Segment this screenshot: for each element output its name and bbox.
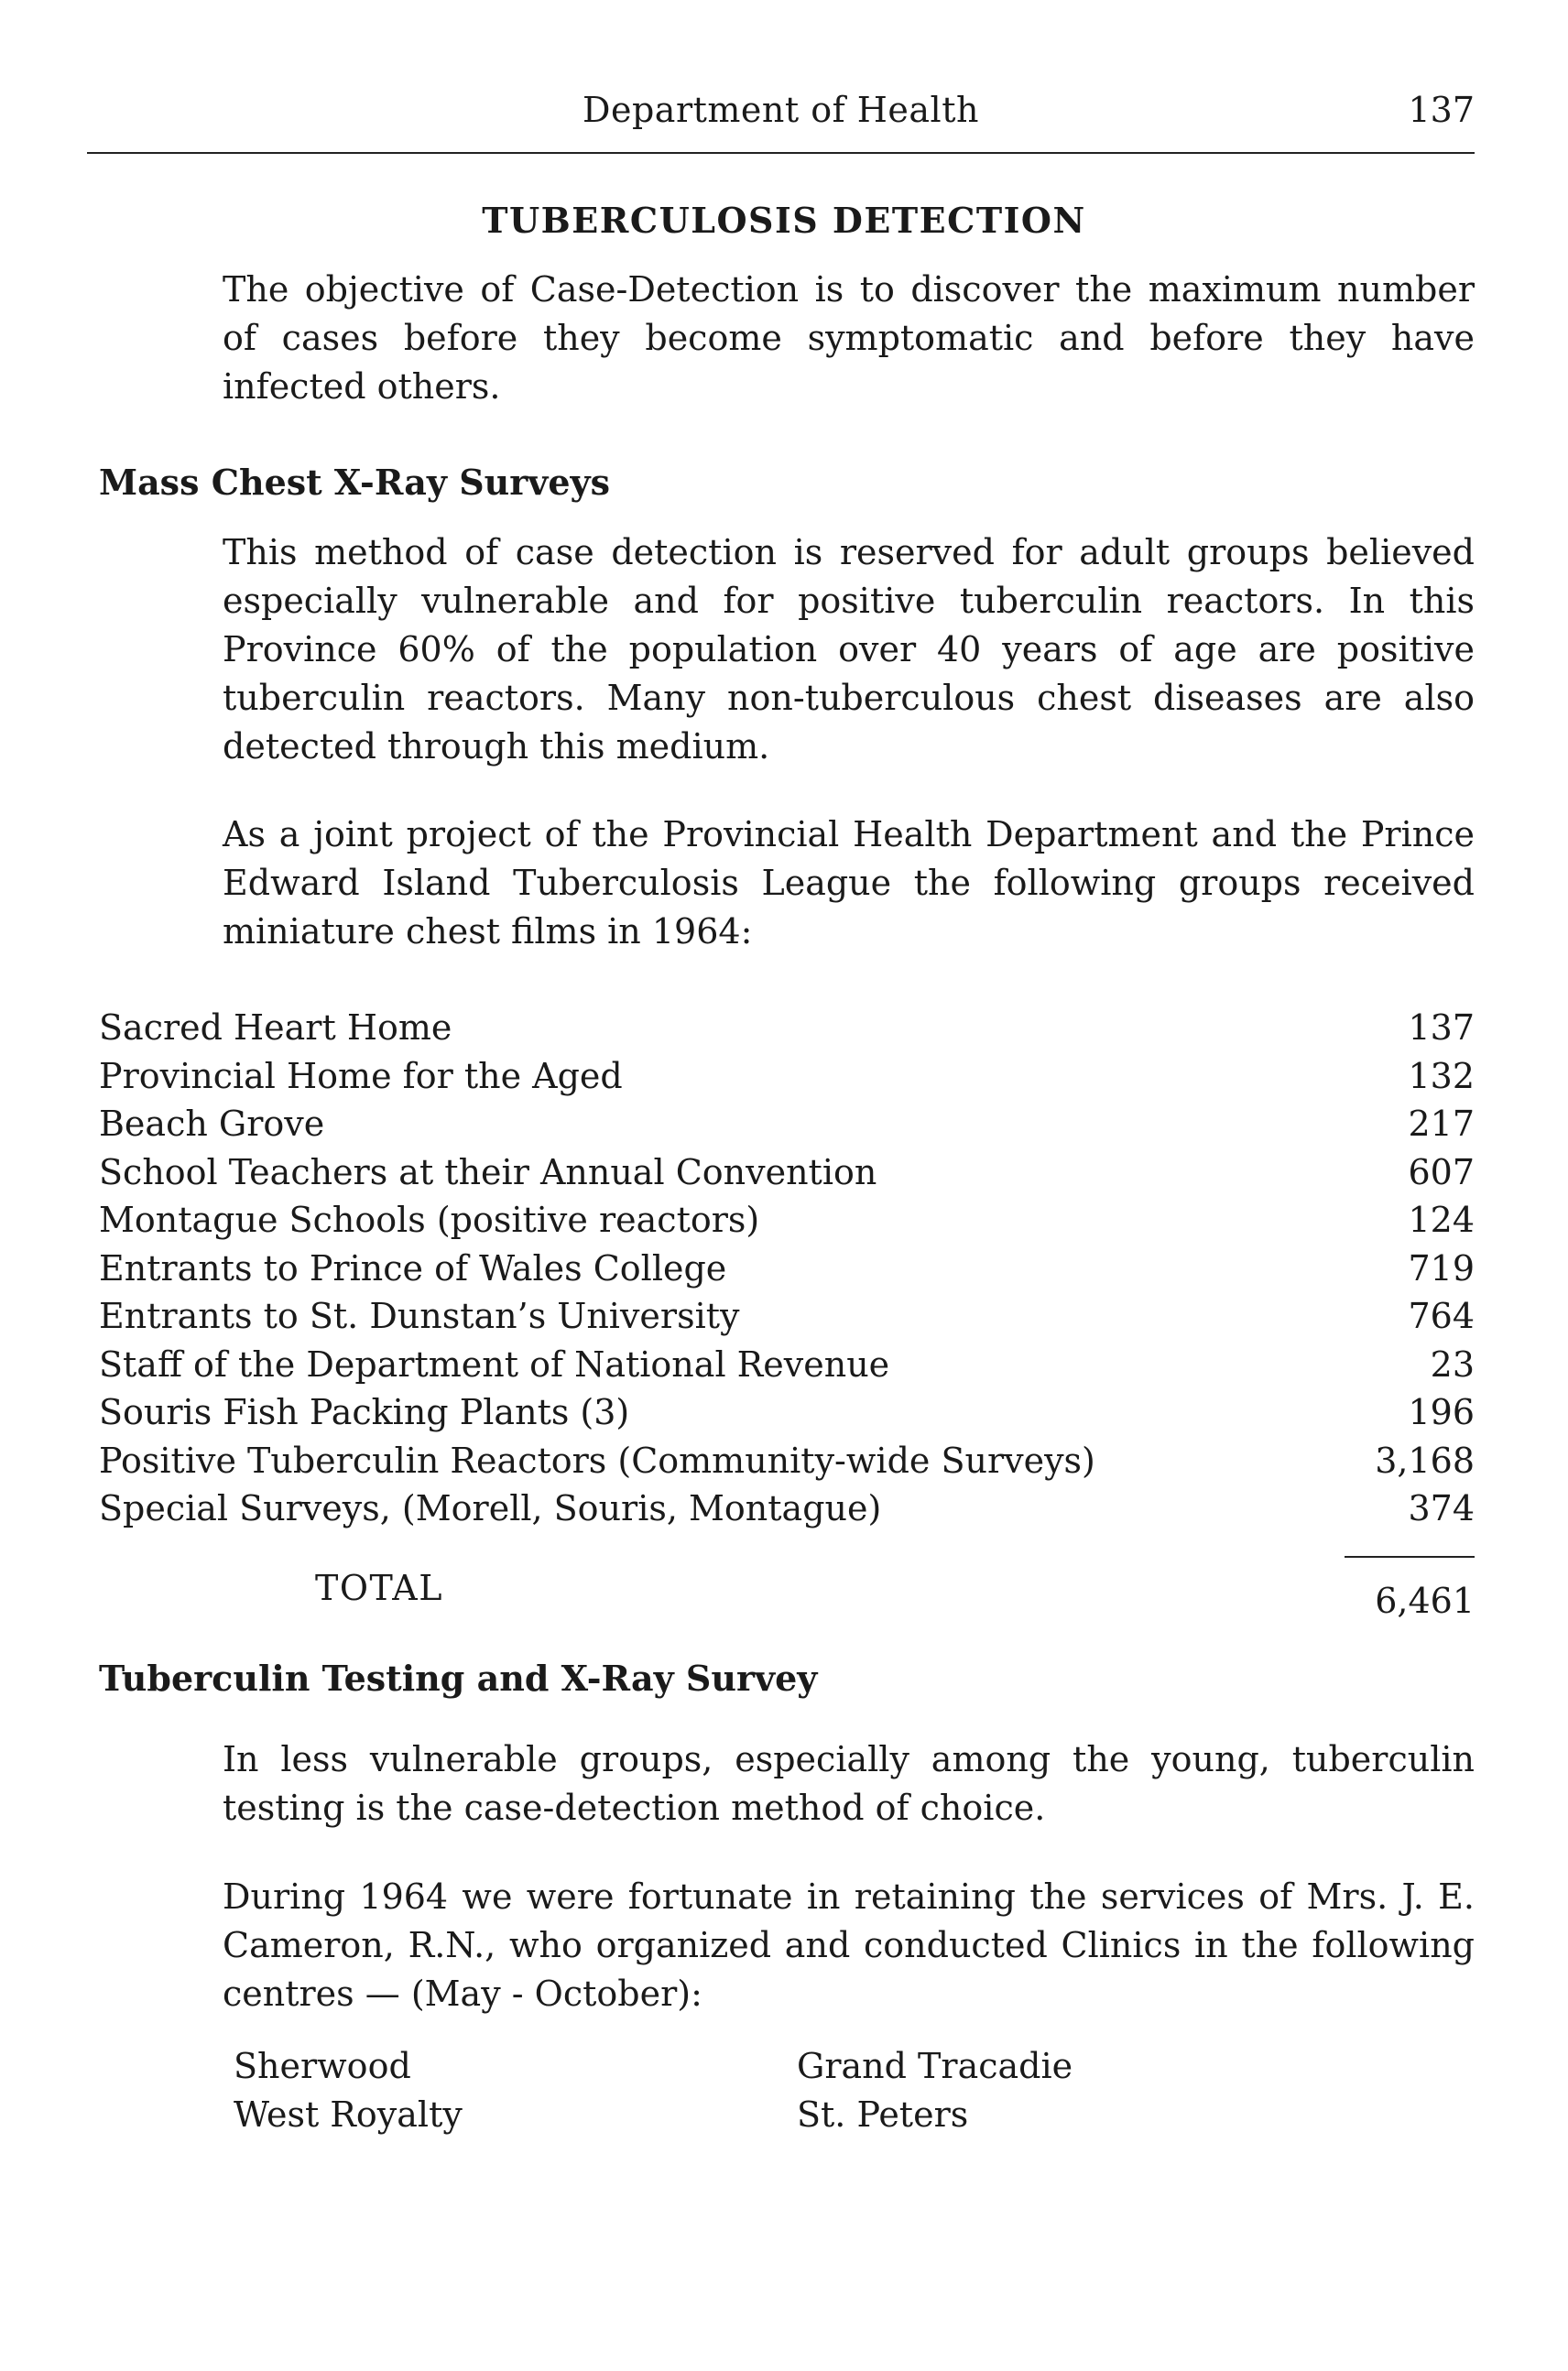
intro-paragraph	[99, 266, 1475, 411]
centre-name: Sherwood	[234, 2046, 411, 2086]
film-count: 124	[1408, 1200, 1475, 1240]
mass-xray-paragraph-1	[99, 528, 1475, 771]
film-count: 719	[1408, 1247, 1475, 1289]
tuberculin-text-2: During 1964 we were fortunate in retaining the services of Mrs. J. E. Cameron, R.N., who organized and conducted Clinics in the following centres — (May - October):	[223, 1876, 1475, 2014]
film-count: 764	[1408, 1296, 1475, 1336]
centre-name: Grand Tracadie	[797, 2046, 1073, 2086]
film-count: 196	[1408, 1392, 1475, 1432]
film-group: Provincial Home for the Aged	[99, 1055, 623, 1096]
page-title: TUBERCULOSIS DETECTION	[482, 200, 1086, 241]
mass-xray-paragraph-2	[99, 810, 1475, 956]
centre-name: St. Peters	[797, 2094, 969, 2135]
film-group: School Teachers at their Annual Convention	[99, 1151, 877, 1192]
film-row	[99, 1392, 1475, 1441]
film-group: Beach Grove	[99, 1104, 325, 1144]
total-value: 6,461	[1375, 1581, 1475, 1621]
film-group: Montague Schools (positive reactors)	[99, 1200, 760, 1240]
film-count: 217	[1408, 1104, 1475, 1144]
film-row	[99, 1200, 1475, 1248]
film-count: 374	[1408, 1488, 1475, 1528]
film-count: 23	[1430, 1343, 1475, 1385]
film-row	[99, 1248, 1475, 1297]
total-rule	[1345, 1556, 1475, 1558]
section-heading-mass-xray: Mass Chest X-Ray Surveys	[99, 462, 611, 503]
film-row	[99, 1104, 1475, 1152]
film-group: Sacred Heart Home	[99, 1007, 452, 1048]
film-count: 3,168	[1375, 1440, 1475, 1481]
film-group: Staff of the Department of National Revenue	[99, 1343, 890, 1385]
film-group: Positive Tuberculin Reactors (Community-wide Surveys)	[99, 1440, 1095, 1481]
film-group: Special Surveys, (Morell, Souris, Montague)	[99, 1488, 882, 1528]
intro-text: The objective of Case-Detection is to discover the maximum number of cases before they become symptomatic and before they have infected others.	[223, 269, 1475, 407]
header-rule	[87, 152, 1475, 154]
film-row	[99, 1296, 1475, 1344]
page-number: 137	[1408, 90, 1475, 130]
tuberculin-paragraph-2	[99, 1873, 1475, 2018]
film-row	[99, 1344, 1475, 1393]
total-label: TOTAL	[315, 1568, 443, 1608]
centre-name: West Royalty	[234, 2094, 463, 2135]
mass-xray-text-2: As a joint project of the Provincial Health Department and the Prince Edward Island Tuberculosis League the following groups received miniature chest films in 1964:	[223, 814, 1475, 952]
running-header	[87, 90, 1475, 145]
film-count: 137	[1408, 1007, 1475, 1048]
film-row	[99, 1056, 1475, 1104]
film-row	[99, 1152, 1475, 1201]
film-group: Souris Fish Packing Plants (3)	[99, 1392, 630, 1432]
chest-films-list	[99, 1007, 1475, 1537]
department-name: Department of Health	[583, 90, 979, 130]
film-group: Entrants to Prince of Wales College	[99, 1247, 727, 1289]
section-heading-tuberculin: Tuberculin Testing and X-Ray Survey	[99, 1658, 818, 1699]
film-row	[99, 1441, 1475, 1489]
film-row	[99, 1488, 1475, 1537]
tuberculin-paragraph-1	[99, 1735, 1475, 1833]
mass-xray-text-1: This method of case detection is reserved for adult groups believed especially vulnerable and for positive tuberculin reactors. In this Province 60% of the population over 40 years of age are positive tuberculin reactors. Many non-tuberculous chest diseases are also detected through this medium.	[223, 532, 1475, 767]
film-row	[99, 1007, 1475, 1056]
film-group: Entrants to St. Dunstan’s University	[99, 1296, 740, 1336]
film-count: 132	[1408, 1055, 1475, 1096]
tuberculin-text-1: In less vulnerable groups, especially among the young, tuberculin testing is the case-detection method of choice.	[223, 1739, 1475, 1828]
total-row	[99, 1568, 1475, 1623]
film-count: 607	[1408, 1151, 1475, 1192]
